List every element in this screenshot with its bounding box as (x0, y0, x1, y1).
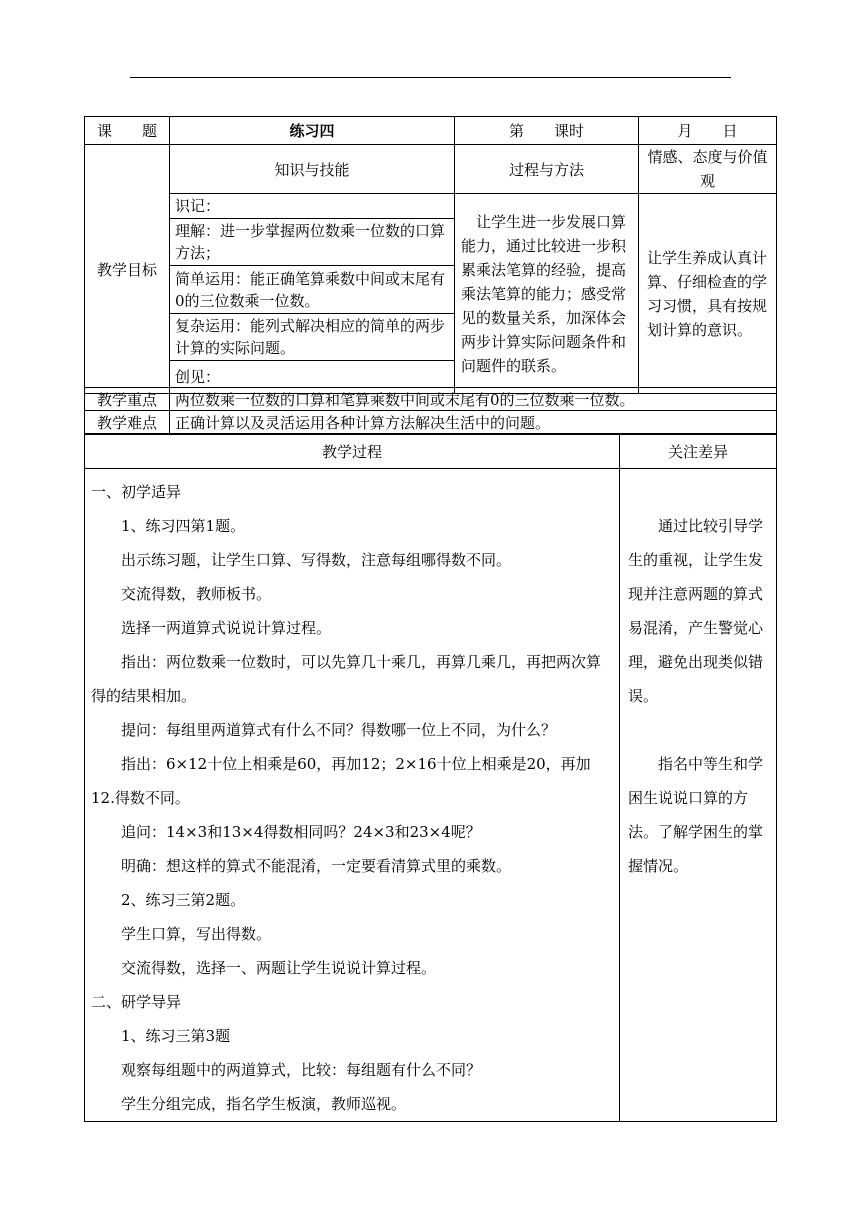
note-paragraph: 通过比较引导学生的重视，让学生发现并注意两题的算式易混淆，产生警觉心理，避免出现类似错误。 (628, 517, 764, 705)
objectives-label: 教学目标 (85, 145, 170, 394)
date-field: 月 日 (639, 117, 777, 145)
process-line: 一、初学适异 (91, 483, 182, 501)
note-paragraph: 指名中等生和学困生说说口算的方法。了解学困生的掌握情况。 (628, 755, 764, 875)
notes-content (620, 469, 777, 1122)
process-line: 明确：想这样的算式不能混淆，一定要看清算式里的乘数。 (121, 857, 512, 875)
subject-label: 课 题 (85, 117, 170, 145)
knowledge-item-complex-apply: 复杂运用：能列式解决相应的简单的两步计算的实际问题。 (170, 314, 455, 361)
emotion-header: 情感、态度与价值观 (639, 145, 777, 194)
knowledge-item-simple-apply: 简单运用：能正确笔算乘数中间或末尾有0的三位数乘一位数。 (170, 266, 455, 314)
process-line: 学生分组完成，指名学生板演，教师巡视。 (121, 1095, 407, 1113)
lesson-title: 练习四 (170, 117, 455, 145)
process-line: 交流得数，选择一、两题让学生说说计算过程。 (121, 959, 437, 977)
key-point-text: 两位数乘一位数的口算和笔算乘数中间或末尾有0的三位数乘一位数。 (170, 388, 777, 411)
lesson-plan-table (84, 116, 777, 394)
notes-section-header: 关注差异 (620, 435, 777, 469)
process-line: 追问：14×3和13×4得数相同吗？24×3和23×4呢？ (121, 823, 481, 841)
process-header: 过程与方法 (455, 145, 639, 194)
process-line: 1、练习三第3题 (121, 1027, 231, 1045)
process-line: 指出：6×12十位上相乘是60，再加12；2×16十位上相乘是20，再加12.得数不同。 (91, 755, 591, 807)
key-point-label: 教学重点 (85, 388, 170, 411)
process-line: 2、练习三第2题。 (121, 891, 246, 909)
process-table (84, 434, 777, 1122)
knowledge-item-create: 创见： (170, 361, 455, 394)
process-section-header: 教学过程 (85, 435, 620, 469)
knowledge-item-understand: 理解：进一步掌握两位数乘一位数的口算方法； (170, 219, 455, 266)
period-field: 第 课时 (455, 117, 639, 145)
process-line: 观察每组题中的两道算式，比较：每组题有什么不同？ (121, 1061, 482, 1079)
process-line: 二、研学导异 (91, 993, 182, 1011)
focus-table (84, 387, 777, 434)
difficulty-label: 教学难点 (85, 411, 170, 434)
process-line: 指出：两位数乘一位数时，可以先算几十乘几，再算几乘几，再把两次算得的结果相加。 (91, 653, 602, 705)
process-text: 让学生进一步发展口算能力，通过比较进一步积累乘法笔算的经验，提高乘法笔算的能力；感受常见的数量关系，加深体会两步计算实际问题条件和问题件的联系。 (455, 194, 639, 394)
process-line: 1、练习四第1题。 (121, 517, 246, 535)
process-line: 提问：每组里两道算式有什么不同？得数哪一位上不同，为什么？ (121, 721, 557, 739)
process-line: 学生口算，写出得数。 (121, 925, 272, 943)
process-line: 选择一两道算式说说计算过程。 (121, 619, 332, 637)
process-content (85, 469, 620, 1122)
process-line: 出示练习题，让学生口算、写得数，注意每组哪得数不同。 (121, 551, 512, 569)
emotion-text: 让学生养成认真计算、仔细检查的学习习惯，具有按规划计算的意识。 (639, 194, 777, 394)
knowledge-header: 知识与技能 (170, 145, 455, 194)
header-rule (130, 77, 731, 78)
process-line: 交流得数，教师板书。 (121, 585, 272, 603)
difficulty-text: 正确计算以及灵活运用各种计算方法解决生活中的问题。 (170, 411, 777, 434)
knowledge-item-recall: 识记： (170, 194, 455, 219)
